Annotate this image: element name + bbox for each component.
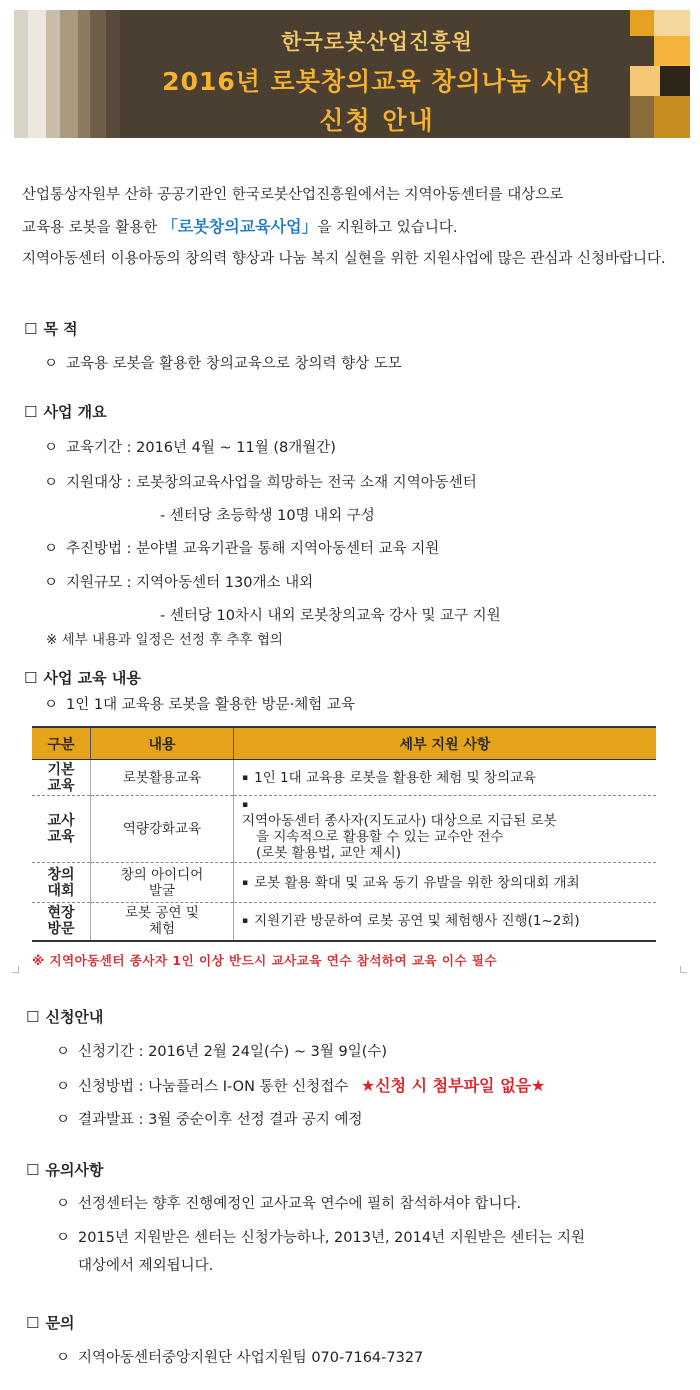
section-title-apply: ☐ 신청안내 [26, 1008, 104, 1026]
list-item: ㅇ 지원대상 : 로봇창의교육사업을 희망하는 전국 소재 지역아동센터 [44, 475, 477, 491]
table-cell-content: 로봇활용교육 [91, 760, 234, 796]
table-cell-detail: ▪ 1인 1대 교육용 로봇을 활용한 체험 및 창의교육 [234, 760, 657, 796]
list-subitem: - 센터당 10차시 내외 로봇창의교육 강사 및 교구 지원 [160, 608, 501, 624]
page-corner-mark [680, 966, 687, 973]
list-item: ㅇ 교육용 로봇을 활용한 창의교육으로 창의력 향상 도모 [44, 356, 402, 372]
section-title-caution: ☐ 유의사항 [26, 1161, 104, 1179]
intro-paragraph [22, 180, 670, 275]
table-cell-category: 창의 대회 [32, 863, 91, 903]
contact-item: ㅇ 지역아동센터중앙지원단 사업지원팀 070-7164-7327 [56, 1350, 424, 1366]
table-cell-content: 창의 아이디어 발굴 [91, 863, 234, 903]
table-cell-detail: ▪ 지역아동센터 종사자(지도교사) 대상으로 지급된 로봇 을 지속적으로 활용할 수 있는 교수안 전수 (로봇 활용법, 교안 제시) [234, 796, 657, 863]
list-item: ㅇ 1인 1대 교육용 로봇을 활용한 방문·체험 교육 [44, 697, 355, 713]
page-corner-mark [12, 966, 19, 973]
table-cell-category: 현장 방문 [32, 903, 91, 941]
list-item: ㅇ 교육기간 : 2016년 4월 ~ 11월 (8개월간) [44, 440, 336, 456]
list-item: ㅇ 신청기간 : 2016년 2월 24일(수) ~ 3월 9일(수) [56, 1044, 388, 1060]
no-attachment-notice: ★신청 시 첨부파일 없음★ [360, 1076, 546, 1095]
section-title-overview: ☐ 사업 개요 [24, 403, 107, 421]
overview-note: ※ 세부 내용과 일정은 선정 후 추후 협의 [46, 632, 283, 648]
list-item: ㅇ 추진방법 : 분야별 교육기관을 통해 지역아동센터 교육 지원 [44, 541, 440, 557]
list-subitem: - 센터당 초등학생 10명 내외 구성 [160, 508, 375, 524]
support-table [32, 726, 656, 942]
list-item-continuation: 대상에서 제외됩니다. [78, 1258, 214, 1274]
table-cell-detail: ▪ 로봇 활용 확대 및 교육 동기 유발을 위한 창의대회 개최 [234, 863, 657, 903]
table-cell-content: 로봇 공연 및 체험 [91, 903, 234, 941]
section-title-contact: ☐ 문의 [26, 1314, 75, 1332]
table-header: 구분 [32, 727, 91, 760]
list-item: ㅇ 2015년 지원받은 센터는 신청가능하나, 2013년, 2014년 지원받은 센터는 지원 [56, 1230, 585, 1246]
intro-line: 산업통상자원부 산하 공공기관인 한국로봇산업진흥원에서는 지역아동센터를 대상으로 [22, 187, 564, 203]
section-title-purpose: ☐ 목 적 [24, 320, 78, 338]
table-header: 세부 지원 사항 [234, 727, 657, 760]
header-banner [14, 10, 690, 138]
table-row [32, 903, 656, 941]
mandatory-training-notice: ※ 지역아동센터 종사자 1인 이상 반드시 교사교육 연수 참석하여 교육 이수 필수 [32, 953, 498, 968]
list-item: ㅇ 선정센터는 향후 진행예정인 교사교육 연수에 필히 참석하셔야 합니다. [56, 1196, 522, 1212]
table-row [32, 796, 656, 863]
table-cell-category: 기본 교육 [32, 760, 91, 796]
table-row [32, 863, 656, 903]
table-header: 내용 [91, 727, 234, 760]
intro-line: 교육용 로봇을 활용한 「로봇창의교육사업」을 지원하고 있습니다. [22, 217, 458, 236]
organization-name: 한국로봇산업진흥원 [281, 30, 473, 54]
table-cell-detail: ▪ 지원기관 방문하여 로봇 공연 및 체험행사 진행(1~2회) [234, 903, 657, 941]
page-subtitle: 신청 안내 [319, 106, 435, 135]
table-header-row [32, 727, 656, 760]
list-item: ㅇ 결과발표 : 3월 중순이후 선정 결과 공지 예정 [56, 1112, 363, 1128]
list-item: ㅇ 지원규모 : 지역아동센터 130개소 내외 [44, 575, 314, 591]
page-title: 2016년 로봇창의교육 창의나눔 사업 [162, 67, 592, 96]
section-title-content: ☐ 사업 교육 내용 [24, 669, 141, 687]
table-row [32, 760, 656, 796]
intro-line: 지역아동센터 이용아동의 창의력 향상과 나눔 복지 실현을 위한 지원사업에 많은 관심과 신청바랍니다. [22, 251, 666, 267]
table-cell-content: 역량강화교육 [91, 796, 234, 863]
program-name-highlight: 「로봇창의교육사업」 [161, 217, 318, 236]
list-item: ㅇ 신청방법 : 나눔플러스 I-ON 통한 신청접수 ★신청 시 첨부파일 없음★ [56, 1076, 546, 1095]
table-cell-category: 교사 교육 [32, 796, 91, 863]
